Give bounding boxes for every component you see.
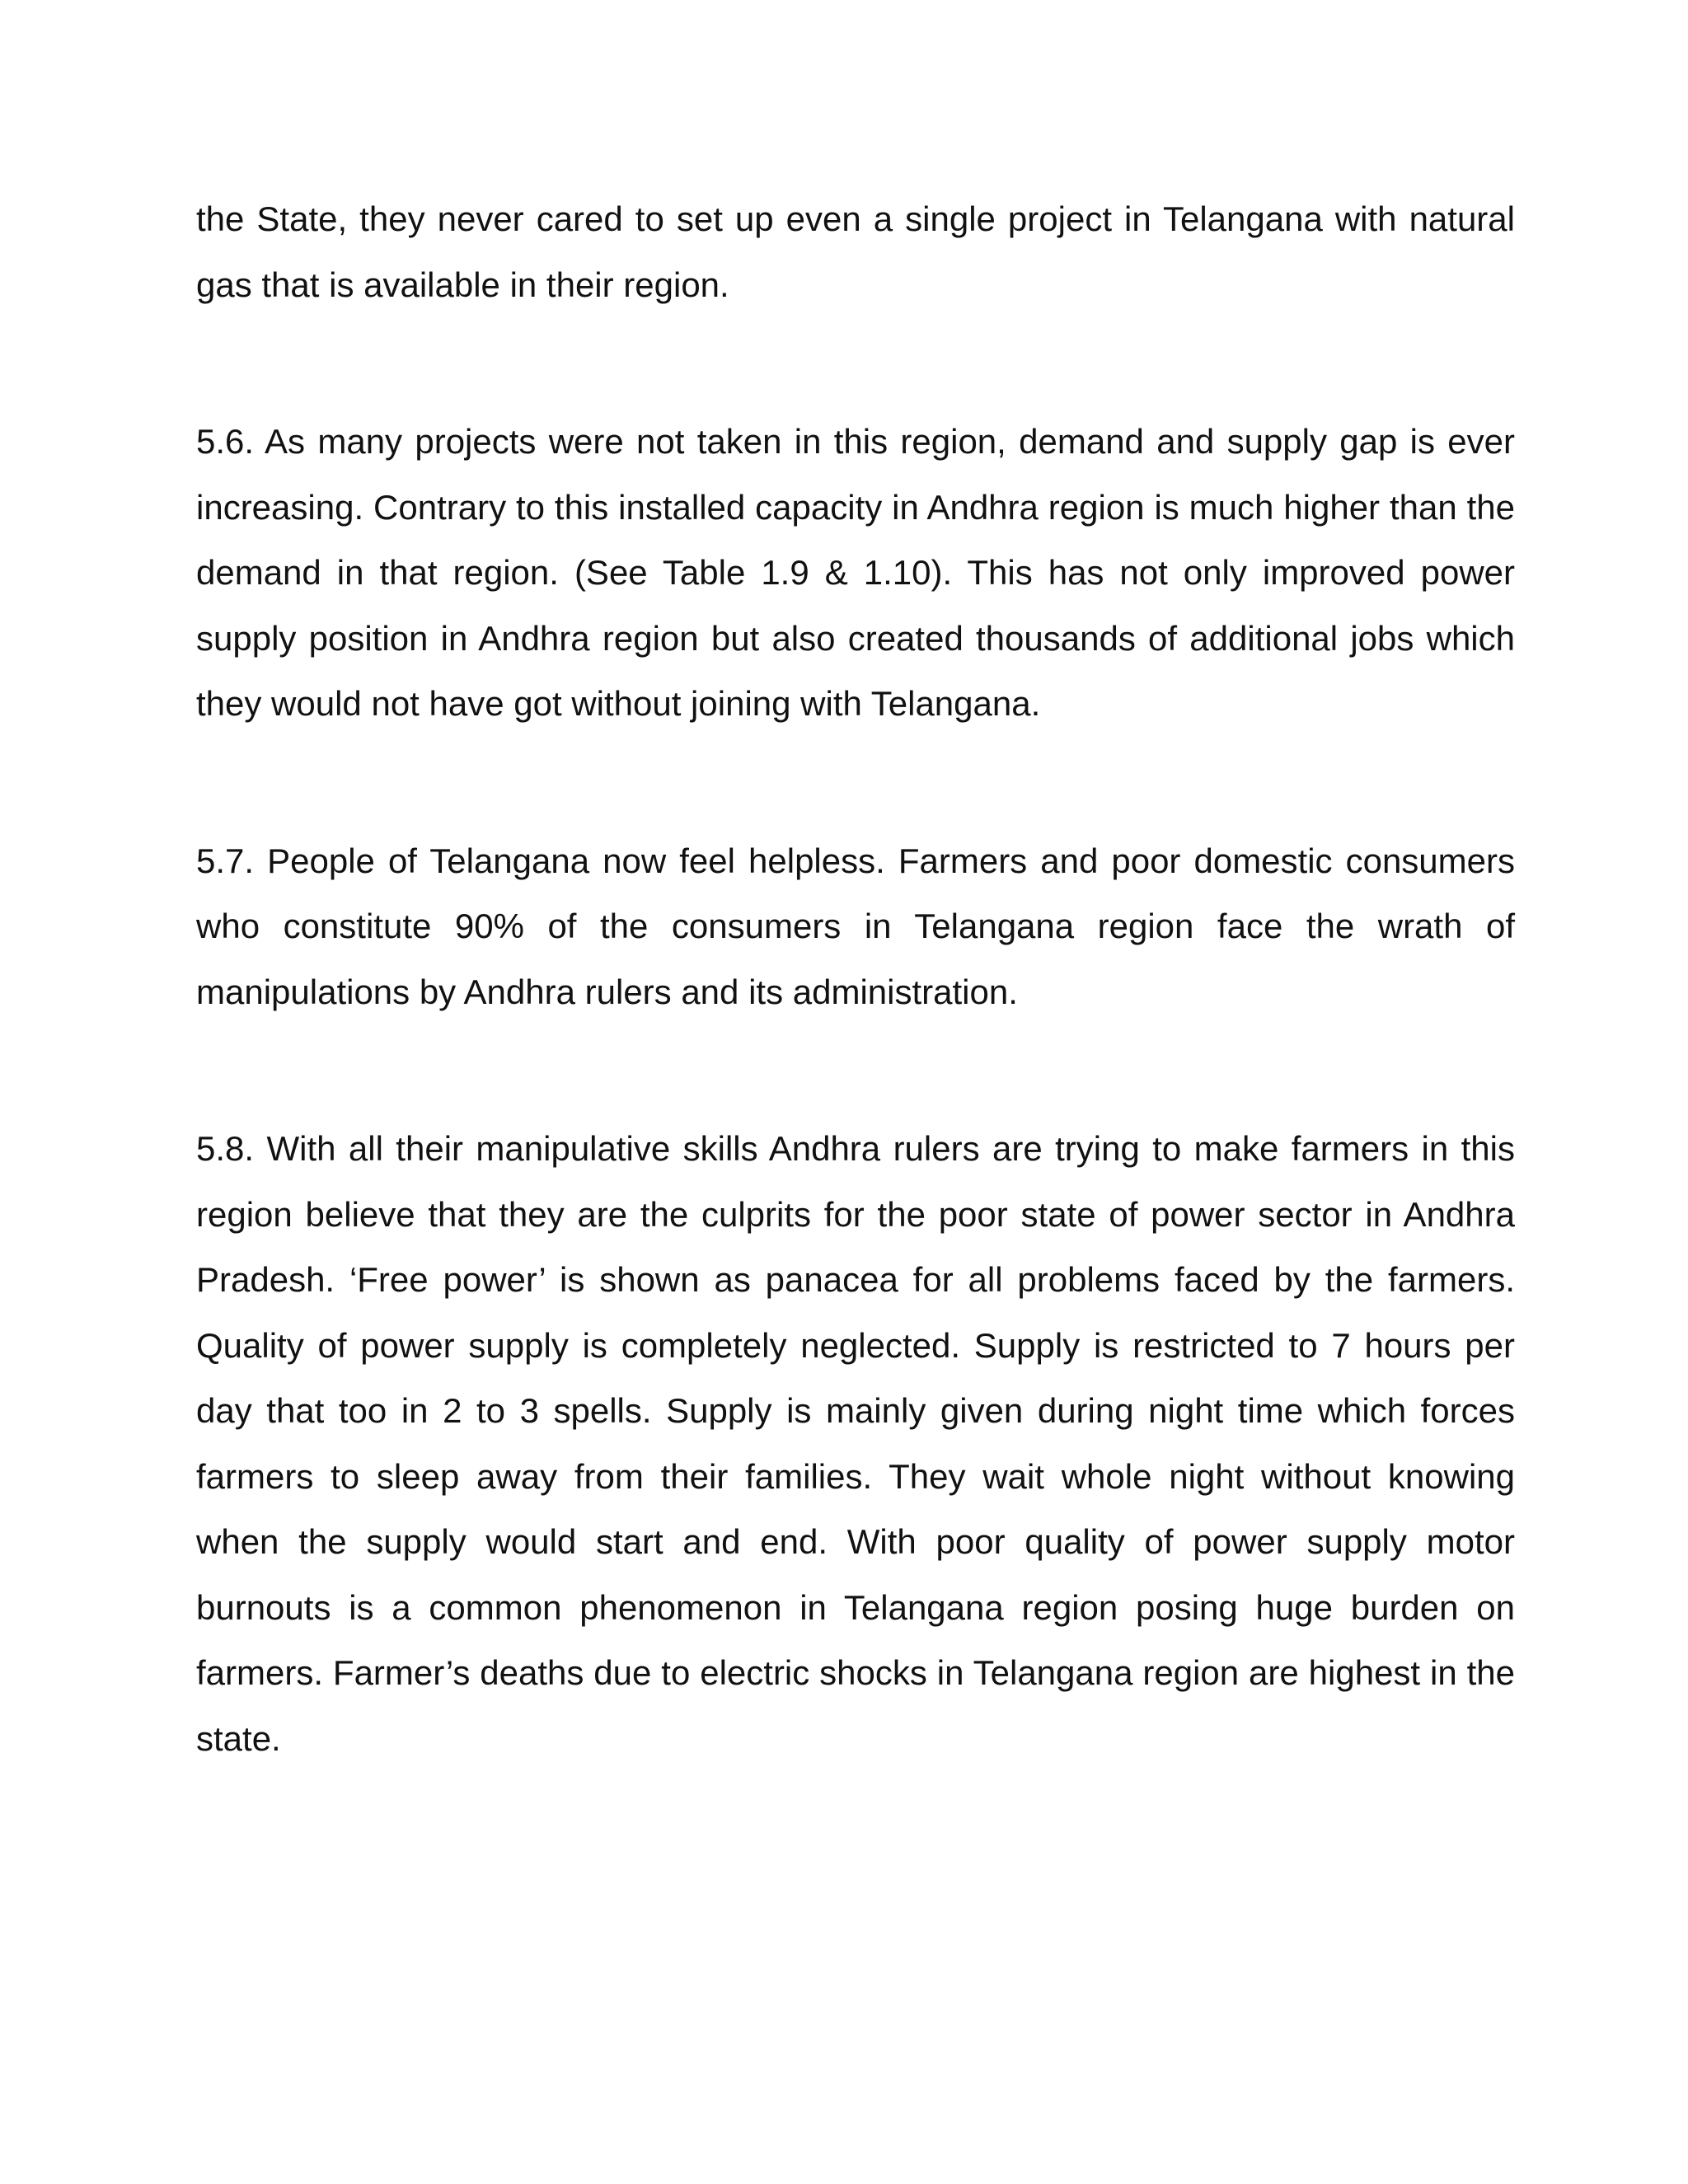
document-body <box>196 186 1515 1771</box>
paragraph-5-7: 5.7. People of Telangana now feel helpless. Farmers and poor domestic consumers who constitute 90% of the consumers in Telangana region face the wrath of manipulations by Andhra rulers and its administration. <box>196 841 1515 1011</box>
paragraph-5-8: 5.8. With all their manipulative skills Andhra rulers are trying to make farmers in this region believe that they are the culprits for the poor state of power sector in Andhra Pradesh. ‘Free power’ is shown as panacea for all problems faced by the farmers. Quality of power supply is completely neglected. Supply is restricted to 7 hours per day that too in 2 to 3 spells. Supply is mainly given during night time which forces farmers to sleep away from their families. They wait whole night without knowing when the supply would start and end. With poor quality of power supply motor burnouts is a common phenomenon in Telangana region posing huge burden on farmers. Farmer’s deaths due to electric shocks in Telangana region are highest in the state. <box>196 1129 1515 1758</box>
paragraph-spacer <box>196 737 1515 828</box>
paragraph-5-6: 5.6. As many projects were not taken in this region, demand and supply gap is ever increasing. Contrary to this installed capacity in Andhra region is much higher than the demand in that region. (See Table 1.9 & 1.10). This has not only improved power supply position in Andhra region but also created thousands of additional jobs which they would not have got without joining with Telangana. <box>196 422 1515 723</box>
paragraph-spacer <box>196 1024 1515 1116</box>
paragraph-spacer <box>196 317 1515 409</box>
paragraph-continuation: the State, they never cared to set up even a single project in Telangana with natural gas that is available in their region. <box>196 199 1515 304</box>
